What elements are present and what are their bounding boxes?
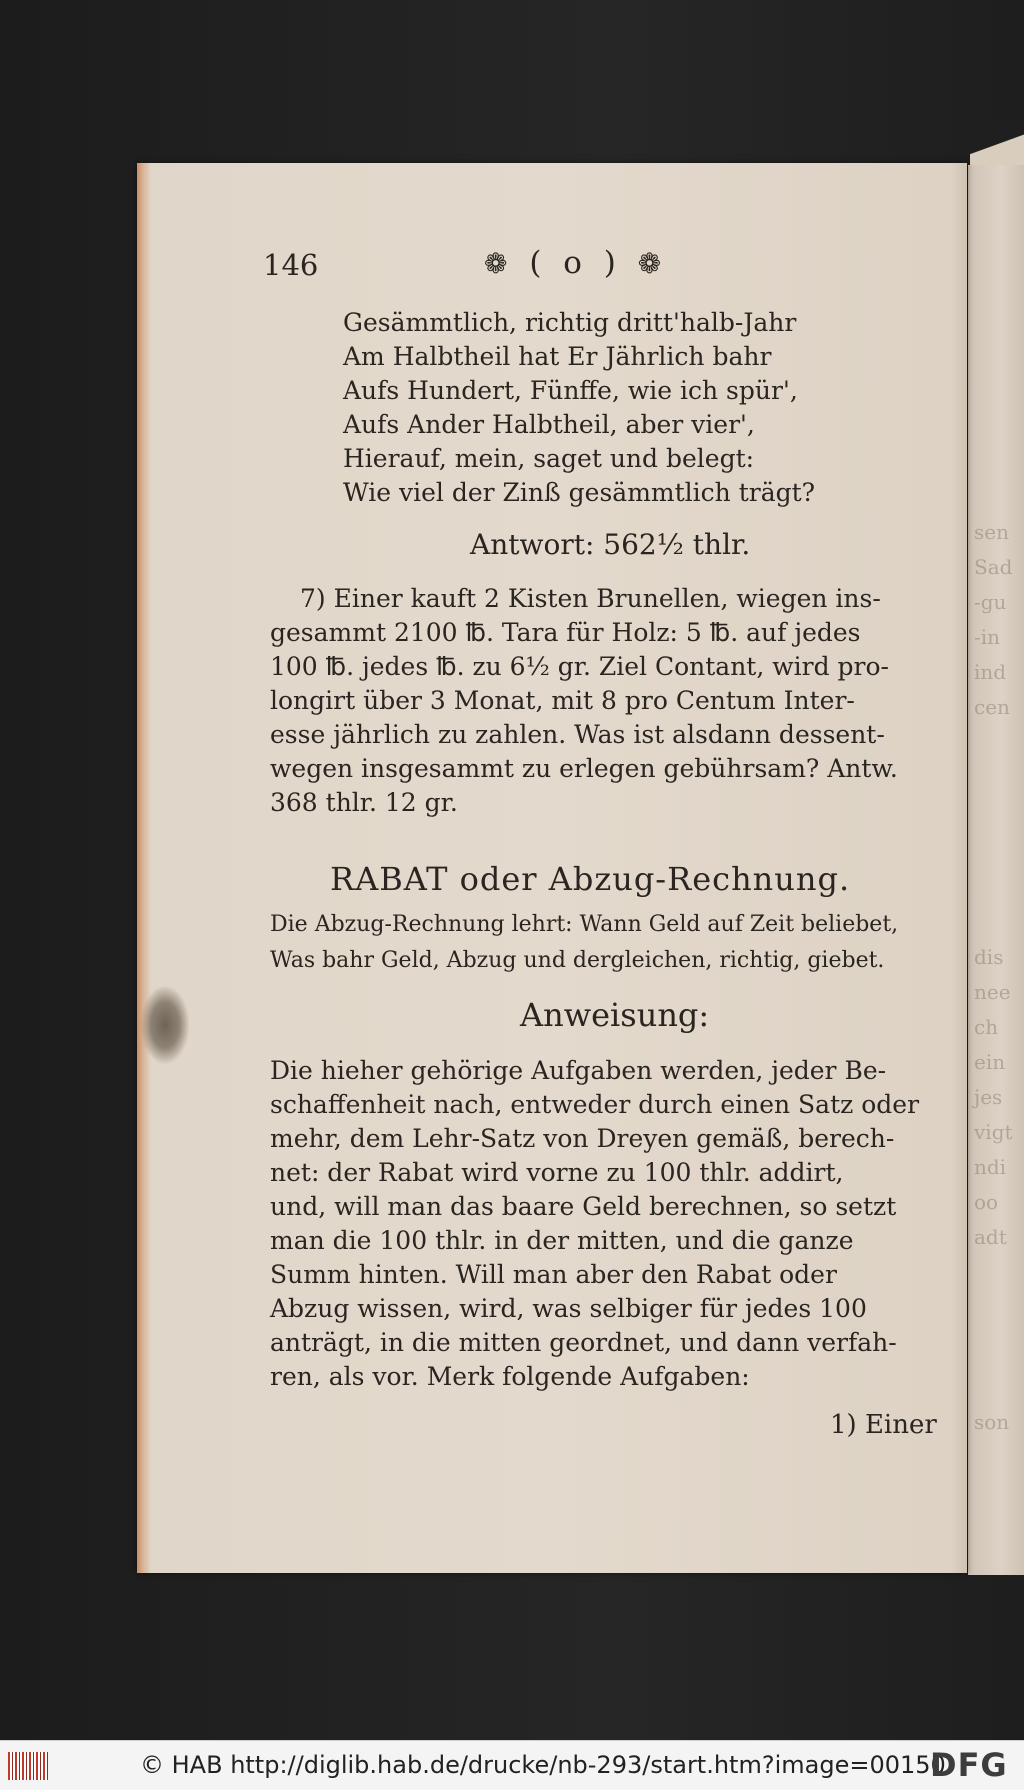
- page-corner: [970, 118, 1024, 170]
- running-head: [484, 245, 667, 281]
- rule-line: Die Abzug-Rechnung lehrt: Wann Geld auf Zeit beliebet,: [270, 912, 899, 937]
- instruction-line: net: der Rabat wird vorne zu 100 thlr. addirt,: [270, 1158, 844, 1187]
- problem-line: gesammt 2100 ℔. Tara für Holz: 5 ℔. auf jedes: [270, 618, 861, 647]
- instruction-line: Die hieher gehörige Aufgaben werden, jeder Be-: [270, 1056, 887, 1085]
- section-heading: RABAT oder Abzug-Rechnung.: [330, 860, 851, 898]
- problem-line: 100 ℔. jedes ℔. zu 6½ gr. Ziel Contant, wird pro-: [270, 652, 889, 681]
- running-head-text: ( o ): [529, 245, 622, 281]
- answer-line: Antwort: 562½ thlr.: [470, 528, 751, 561]
- subheading: Anweisung:: [520, 996, 710, 1034]
- instruction-line: anträgt, in die mitten geordnet, und dann verfah-: [270, 1328, 897, 1357]
- verse-line: Am Halbtheil hat Er Jährlich bahr: [343, 342, 772, 371]
- rule-line: Was bahr Geld, Abzug und dergleichen, richtig, giebet.: [270, 948, 885, 973]
- instruction-line: und, will man das baare Geld berechnen, so setzt: [270, 1192, 897, 1221]
- instruction-line: mehr, dem Lehr-Satz von Dreyen gemäß, berech-: [270, 1124, 895, 1153]
- problem-line: 368 thlr. 12 gr.: [270, 788, 458, 817]
- viewer-footer: [0, 1740, 1024, 1790]
- catchword: 1) Einer: [830, 1410, 937, 1440]
- instruction-line: Abzug wissen, wird, was selbiger für jedes 100: [270, 1294, 867, 1323]
- source-link[interactable]: © HAB http://diglib.hab.de/drucke/nb-293/start.htm?image=00150: [140, 1751, 946, 1779]
- instruction-line: man die 100 thlr. in der mitten, und die ganze: [270, 1226, 854, 1255]
- barcode-icon: [8, 1752, 48, 1780]
- problem-line: 7) Einer kauft 2 Kisten Brunellen, wiegen ins-: [300, 584, 881, 613]
- instruction-line: Summ hinten. Will man aber den Rabat oder: [270, 1260, 837, 1289]
- dfg-logo: DFG: [930, 1746, 1008, 1784]
- verse-line: Aufs Ander Halbtheil, aber vier',: [343, 410, 755, 439]
- verse-line: Hierauf, mein, saget und belegt:: [343, 444, 755, 473]
- verse-line: Aufs Hundert, Fünffe, wie ich spür',: [343, 376, 798, 405]
- verse-line: Gesämmtlich, richtig dritt'halb-Jahr: [343, 308, 797, 337]
- ornament-right-icon: ❁: [637, 247, 668, 280]
- problem-line: wegen insgesammt zu erlegen gebührsam? Antw.: [270, 754, 898, 783]
- ornament-left-icon: ❁: [484, 247, 514, 280]
- page-number: 146: [263, 248, 319, 282]
- instruction-line: schaffenheit nach, entweder durch einen Satz oder: [270, 1090, 920, 1119]
- paper-stain: [140, 985, 190, 1065]
- verse-line: Wie viel der Zinß gesämmtlich trägt?: [343, 478, 816, 507]
- problem-line: longirt über 3 Monat, mit 8 pro Centum Inter-: [270, 686, 855, 715]
- instruction-line: ren, als vor. Merk folgende Aufgaben:: [270, 1362, 750, 1391]
- adjacent-page-edge: sen Sad -gu -in ind cen dis nee ch ein jes vigt ndi oo adt son: [968, 165, 1024, 1575]
- problem-line: esse jährlich zu zahlen. Was ist alsdann dessent-: [270, 720, 885, 749]
